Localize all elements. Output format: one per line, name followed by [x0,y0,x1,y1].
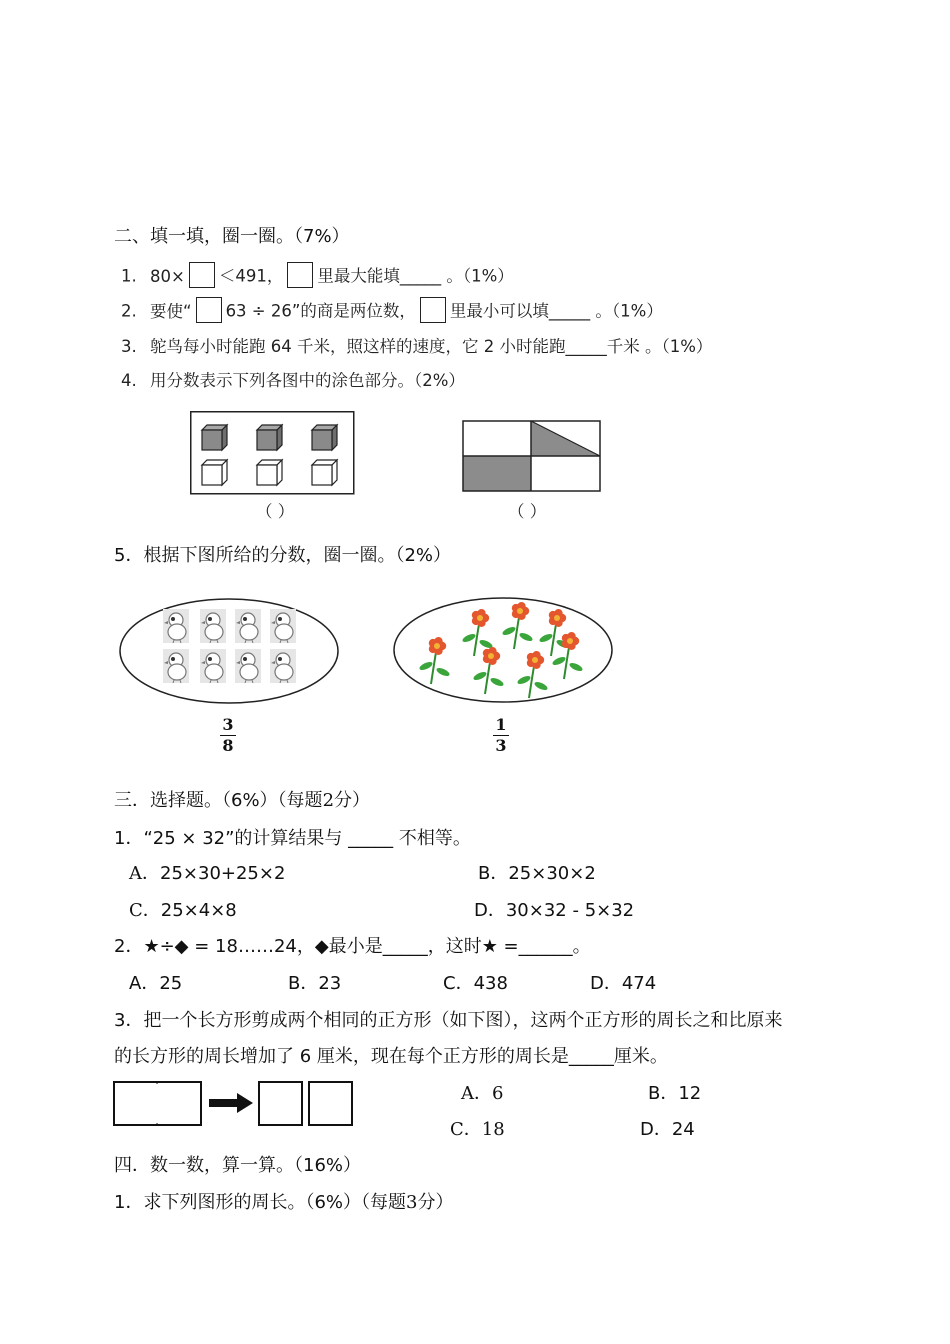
q-number: 2. [121,301,137,321]
section2-title: 二、填一填，圈一圈。（7%） [114,226,350,247]
question-3-3-line2: 的长方形的周长增加了 6 厘米，现在每个正方形的周长是_____厘米。 [114,1046,668,1067]
arrow-icon [237,1093,253,1113]
shaded-cube-icon [257,425,282,450]
question-4-1: 1．求下列图形的周长。（6%）（每题3分） [114,1192,454,1213]
question-3-2: 2．★÷◆ = 18……24，◆最小是_____，这时★ =______。 [114,936,591,957]
chicks-ellipse [118,597,340,705]
question-2-4: 4. 用分数表示下列各图中的涂色部分。（2%） [121,371,465,390]
question-2-5: 5．根据下图所给的分数，圈一圈。（2%） [114,545,452,566]
question-3-3-line1: 3．把一个长方形剪成两个相同的正方形（如下图），这两个正方形的周长之和比原来 [114,1010,783,1031]
fraction-numerator: 3 [222,715,234,734]
option-3-1-b[interactable]: B．25×30×2 [478,863,596,884]
answer-paren-right: （ ） [508,502,547,521]
cut-rectangle-diagram [113,1080,355,1128]
answer-box[interactable] [196,297,222,323]
question-2-3: 3. 鸵鸟每小时能跑 64 千米，照这样的速度，它 2 小时能跑_____千米 。（1%） [121,337,713,356]
fraction-denominator: 8 [222,736,234,755]
answer-box[interactable] [420,297,446,323]
answer-box[interactable] [189,262,215,288]
cubes-figure [190,411,356,496]
empty-cube-icon [257,460,282,485]
rectangle-fraction-figure [462,420,602,493]
fraction-right [491,716,511,755]
shaded-cube-icon [312,425,337,450]
chick-icon [163,649,189,683]
section4-title: 四．数一数，算一算。（16%） [114,1155,362,1176]
option-3-3-a[interactable]: A．6 [461,1083,504,1104]
option-3-2-d[interactable]: D．474 [590,973,657,994]
chick-icon [200,609,226,643]
question-3-1: 1．“25 × 32”的计算结果与 _____ 不相等。 [114,828,471,849]
option-3-2-b[interactable]: B．23 [288,973,342,994]
section3-title: 三．选择题。（6%）（每题2分） [114,790,371,811]
fraction-denominator: 3 [495,736,507,755]
option-3-1-a[interactable]: A．25×30+25×2 [129,863,286,884]
option-3-3-b[interactable]: B．12 [648,1083,702,1104]
question-2-2: 2. 要使“ 63 ÷ 26”的商是两位数， 里最小可以填_____ 。（1%） [121,299,663,325]
chick-icon [163,609,189,643]
empty-cube-icon [202,460,227,485]
chick-icon [270,649,296,683]
fraction-numerator: 1 [495,715,507,734]
q-number: 3. [121,337,137,356]
option-3-1-d[interactable]: D．30×32 - 5×32 [474,900,635,921]
q-number: 4. [121,371,137,390]
chick-icon [235,649,261,683]
option-3-2-a[interactable]: A．25 [129,973,183,994]
answer-paren-left: （ ） [256,502,295,521]
question-2-1: 1. 80× ＜491， 里最大能填_____ 。（1%） [121,264,514,290]
flowers-ellipse [392,596,614,704]
option-3-3-c[interactable]: C．18 [450,1119,505,1140]
chick-icon [235,609,261,643]
option-3-1-c[interactable]: C．25×4×8 [129,900,237,921]
chick-icon [200,649,226,683]
option-3-2-c[interactable]: C．438 [443,973,508,994]
q-number: 1. [121,266,137,286]
fraction-left [218,716,238,755]
shaded-cube-icon [202,425,227,450]
option-3-3-d[interactable]: D．24 [640,1119,695,1140]
chick-icon [270,609,296,643]
answer-box[interactable] [287,262,313,288]
empty-cube-icon [312,460,337,485]
